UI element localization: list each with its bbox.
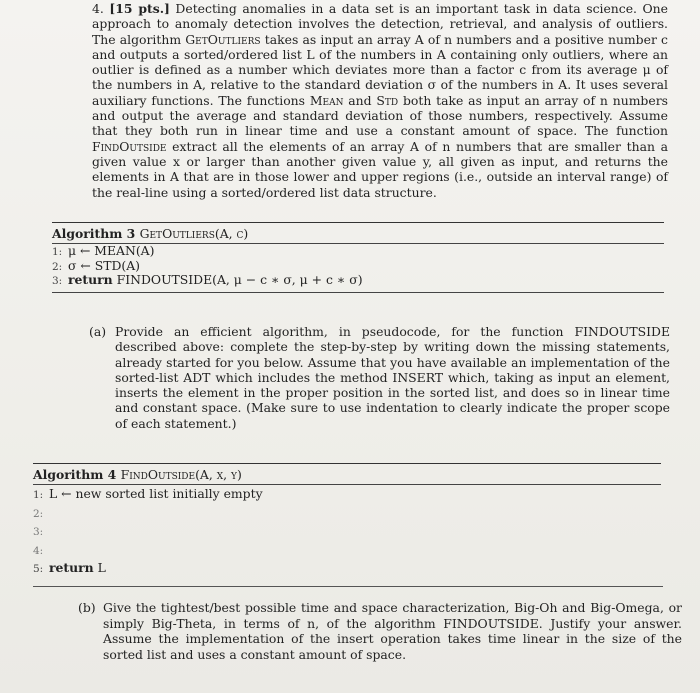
part-a-label: (a)	[89, 324, 107, 339]
algo3-title: Algorithm 3 GetOutliers(A, c)	[52, 226, 249, 241]
question-text-3: both take as input an array of n numbers and output the average and standard deviation of those numbers, respectively. Assume that they both run in linear time and use a constant amount of space. The function	[92, 92, 668, 139]
algorithm-4-box	[33, 463, 661, 578]
fn-getoutliers: GetOutliers	[185, 31, 261, 47]
question-text-2: and	[343, 92, 377, 108]
algo3-bottom-rule	[52, 292, 664, 293]
algo4-line-5: 5: return L	[33, 560, 106, 575]
question-text-1: takes as input an array A of n numbers and a positive number c and outputs a sorted/ordered list L of the numbers in A containing only outliers, where an outlier is defined as a number which deviates more than a factor c from its average μ of the numbers in A, relative to the standard deviation σ of the numbers in A. It uses several auxiliary functions. The functions	[92, 31, 668, 108]
question-points: [15 pts.]	[109, 1, 170, 16]
algo4-bottom-rule	[33, 586, 663, 587]
fn-mean: Mean	[309, 92, 344, 108]
algorithm-3-box	[52, 222, 664, 293]
algo4-line-2[interactable]: 2:	[33, 507, 44, 520]
question-text-intro: Detecting anomalies in a data set is an important task in data science. One approach to anomaly detection involves the detection, retrieval, and analysis of outliers. The algorithm	[92, 1, 668, 47]
algo3-line-2: 2: σ ← STD(A)	[52, 257, 141, 273]
algo4-line-1: 1: L ← new sorted list initially empty	[33, 486, 263, 501]
question-text-4: extract all the elements of an array A of n numbers that are smaller than a given value x or larger than another given value y, all given as input, and returns the elements in A that are in those lower and upper regions (i.e., outside an interval range) of the real-line using a sorted/ordered list data structure.	[92, 138, 668, 200]
algo3-line-3: 3: return FINDOUTSIDE(A, μ − c ∗ σ, μ + c ∗ σ)	[52, 272, 363, 287]
algo4-line-4[interactable]: 4:	[33, 544, 44, 557]
part-b	[78, 600, 682, 662]
part-b-label: (b)	[78, 600, 96, 615]
part-a	[89, 324, 670, 431]
algo3-line-1: 1: μ ← MEAN(A)	[52, 243, 155, 258]
fn-findoutside: FindOutside	[92, 138, 167, 154]
part-a-text: Provide an efficient algorithm, in pseudocode, for the function FINDOUTSIDE described above: complete the step-by-step by writing down the missing statements, already started for you below. Assume that you have available an implementation of the sorted-list ADT which includes the method INSERT which, taking as input an element, inserts the element in the proper position in the sorted list, and does so in linear time and constant space. (Make sure to use indentation to clearly indicate the proper scope of each statement.)	[115, 324, 670, 431]
question-number: 4.	[92, 1, 104, 16]
fn-std: Std	[376, 92, 399, 108]
question-paragraph	[92, 1, 668, 200]
algo4-title: Algorithm 4 FindOutside(A, x, y)	[33, 467, 242, 482]
part-b-text: Give the tightest/best possible time and space characterization, Big-Oh and Big-Omega, or simply Big-Theta, in terms of n, of the algorithm FINDOUTSIDE. Justify your answer. Assume the implementation of the insert operation takes time linear in the size of the sorted list and uses a constant amount of space.	[103, 600, 682, 662]
algo4-line-3[interactable]: 3:	[33, 526, 44, 538]
